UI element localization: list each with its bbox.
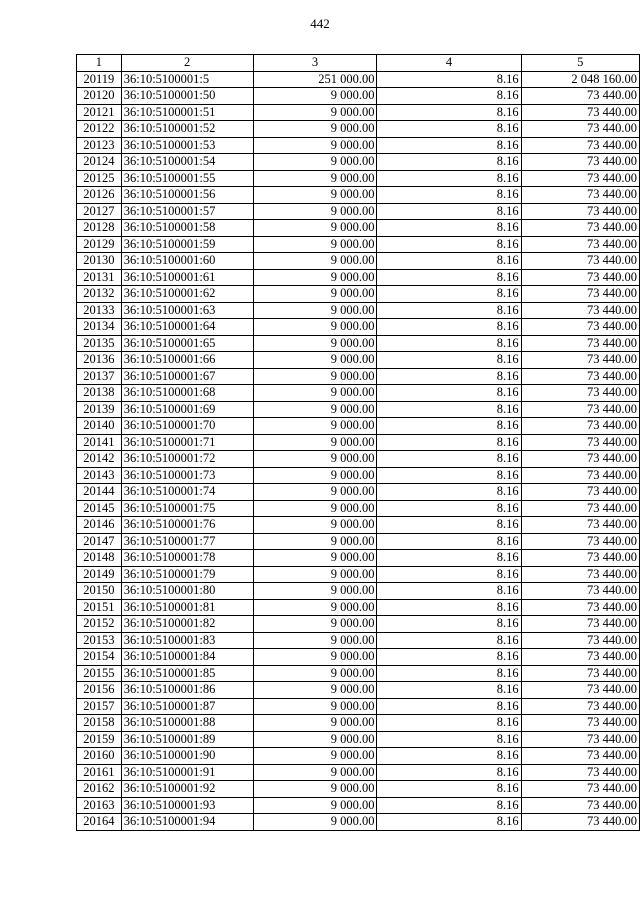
cadastral-number-cell: 36:10:5100001:50 bbox=[121, 88, 253, 105]
row-number-cell: 20119 bbox=[77, 71, 122, 88]
value-cell: 73 440.00 bbox=[521, 385, 639, 402]
row-number-cell: 20132 bbox=[77, 286, 122, 303]
value-cell: 2 048 160.00 bbox=[521, 71, 639, 88]
row-number-cell: 20122 bbox=[77, 121, 122, 138]
row-number-cell: 20139 bbox=[77, 401, 122, 418]
row-number-cell: 20133 bbox=[77, 302, 122, 319]
area-cell: 9 000.00 bbox=[253, 121, 377, 138]
value-cell: 73 440.00 bbox=[521, 137, 639, 154]
row-number-cell: 20148 bbox=[77, 550, 122, 567]
row-number-cell: 20143 bbox=[77, 467, 122, 484]
area-cell: 9 000.00 bbox=[253, 401, 377, 418]
value-cell: 73 440.00 bbox=[521, 253, 639, 270]
area-cell: 9 000.00 bbox=[253, 104, 377, 121]
cadastral-number-cell: 36:10:5100001:53 bbox=[121, 137, 253, 154]
value-cell: 73 440.00 bbox=[521, 814, 639, 831]
column-header-5: 5 bbox=[521, 55, 639, 72]
cadastral-number-cell: 36:10:5100001:52 bbox=[121, 121, 253, 138]
row-number-cell: 20160 bbox=[77, 748, 122, 765]
cadastral-number-cell: 36:10:5100001:84 bbox=[121, 649, 253, 666]
area-cell: 9 000.00 bbox=[253, 203, 377, 220]
area-cell: 9 000.00 bbox=[253, 632, 377, 649]
rate-cell: 8.16 bbox=[377, 715, 521, 732]
value-cell: 73 440.00 bbox=[521, 764, 639, 781]
rate-cell: 8.16 bbox=[377, 385, 521, 402]
cadastral-number-cell: 36:10:5100001:85 bbox=[121, 665, 253, 682]
rate-cell: 8.16 bbox=[377, 517, 521, 534]
rate-cell: 8.16 bbox=[377, 269, 521, 286]
table-row bbox=[77, 236, 640, 253]
cadastral-number-cell: 36:10:5100001:76 bbox=[121, 517, 253, 534]
value-cell: 73 440.00 bbox=[521, 154, 639, 171]
cadastral-number-cell: 36:10:5100001:62 bbox=[121, 286, 253, 303]
value-cell: 73 440.00 bbox=[521, 319, 639, 336]
row-number-cell: 20123 bbox=[77, 137, 122, 154]
value-cell: 73 440.00 bbox=[521, 500, 639, 517]
value-cell: 73 440.00 bbox=[521, 121, 639, 138]
rate-cell: 8.16 bbox=[377, 731, 521, 748]
table-row bbox=[77, 467, 640, 484]
area-cell: 9 000.00 bbox=[253, 319, 377, 336]
area-cell: 9 000.00 bbox=[253, 698, 377, 715]
cadastral-number-cell: 36:10:5100001:88 bbox=[121, 715, 253, 732]
cadastral-number-cell: 36:10:5100001:90 bbox=[121, 748, 253, 765]
row-number-cell: 20163 bbox=[77, 797, 122, 814]
row-number-cell: 20141 bbox=[77, 434, 122, 451]
page-number: 442 bbox=[310, 16, 330, 31]
value-cell: 73 440.00 bbox=[521, 187, 639, 204]
value-cell: 73 440.00 bbox=[521, 88, 639, 105]
cadastral-number-cell: 36:10:5100001:94 bbox=[121, 814, 253, 831]
area-cell: 9 000.00 bbox=[253, 583, 377, 600]
table-row bbox=[77, 88, 640, 105]
rate-cell: 8.16 bbox=[377, 286, 521, 303]
row-number-cell: 20161 bbox=[77, 764, 122, 781]
cadastral-number-cell: 36:10:5100001:61 bbox=[121, 269, 253, 286]
table-row bbox=[77, 814, 640, 831]
cadastral-number-cell: 36:10:5100001:77 bbox=[121, 533, 253, 550]
value-cell: 73 440.00 bbox=[521, 550, 639, 567]
table-row bbox=[77, 203, 640, 220]
rate-cell: 8.16 bbox=[377, 434, 521, 451]
cadastral-number-cell: 36:10:5100001:83 bbox=[121, 632, 253, 649]
row-number-cell: 20157 bbox=[77, 698, 122, 715]
rate-cell: 8.16 bbox=[377, 170, 521, 187]
area-cell: 9 000.00 bbox=[253, 467, 377, 484]
cadastral-number-cell: 36:10:5100001:91 bbox=[121, 764, 253, 781]
table-row bbox=[77, 302, 640, 319]
area-cell: 9 000.00 bbox=[253, 566, 377, 583]
table-row bbox=[77, 401, 640, 418]
cadastral-number-cell: 36:10:5100001:70 bbox=[121, 418, 253, 435]
row-number-cell: 20131 bbox=[77, 269, 122, 286]
value-cell: 73 440.00 bbox=[521, 599, 639, 616]
table-row bbox=[77, 682, 640, 699]
area-cell: 9 000.00 bbox=[253, 797, 377, 814]
cadastral-number-cell: 36:10:5100001:69 bbox=[121, 401, 253, 418]
row-number-cell: 20154 bbox=[77, 649, 122, 666]
table-header bbox=[77, 55, 640, 72]
cadastral-number-cell: 36:10:5100001:93 bbox=[121, 797, 253, 814]
row-number-cell: 20136 bbox=[77, 352, 122, 369]
area-cell: 9 000.00 bbox=[253, 434, 377, 451]
table-row bbox=[77, 352, 640, 369]
rate-cell: 8.16 bbox=[377, 632, 521, 649]
table-row bbox=[77, 764, 640, 781]
table-row bbox=[77, 533, 640, 550]
cadastral-number-cell: 36:10:5100001:74 bbox=[121, 484, 253, 501]
value-cell: 73 440.00 bbox=[521, 748, 639, 765]
row-number-cell: 20146 bbox=[77, 517, 122, 534]
table-row bbox=[77, 71, 640, 88]
rate-cell: 8.16 bbox=[377, 467, 521, 484]
cadastral-number-cell: 36:10:5100001:87 bbox=[121, 698, 253, 715]
row-number-cell: 20144 bbox=[77, 484, 122, 501]
table-row bbox=[77, 517, 640, 534]
area-cell: 9 000.00 bbox=[253, 88, 377, 105]
value-cell: 73 440.00 bbox=[521, 616, 639, 633]
value-cell: 73 440.00 bbox=[521, 632, 639, 649]
rate-cell: 8.16 bbox=[377, 418, 521, 435]
value-cell: 73 440.00 bbox=[521, 467, 639, 484]
rate-cell: 8.16 bbox=[377, 566, 521, 583]
area-cell: 9 000.00 bbox=[253, 517, 377, 534]
cadastral-number-cell: 36:10:5100001:75 bbox=[121, 500, 253, 517]
row-number-cell: 20158 bbox=[77, 715, 122, 732]
row-number-cell: 20134 bbox=[77, 319, 122, 336]
table-row bbox=[77, 269, 640, 286]
rate-cell: 8.16 bbox=[377, 500, 521, 517]
table-row bbox=[77, 583, 640, 600]
cadastral-number-cell: 36:10:5100001:68 bbox=[121, 385, 253, 402]
table-row bbox=[77, 484, 640, 501]
value-cell: 73 440.00 bbox=[521, 566, 639, 583]
rate-cell: 8.16 bbox=[377, 104, 521, 121]
area-cell: 9 000.00 bbox=[253, 286, 377, 303]
table-row bbox=[77, 797, 640, 814]
row-number-cell: 20142 bbox=[77, 451, 122, 468]
area-cell: 9 000.00 bbox=[253, 599, 377, 616]
table-row bbox=[77, 698, 640, 715]
rate-cell: 8.16 bbox=[377, 484, 521, 501]
rate-cell: 8.16 bbox=[377, 599, 521, 616]
cadastral-number-cell: 36:10:5100001:79 bbox=[121, 566, 253, 583]
rate-cell: 8.16 bbox=[377, 220, 521, 237]
rate-cell: 8.16 bbox=[377, 550, 521, 567]
table-row bbox=[77, 253, 640, 270]
area-cell: 9 000.00 bbox=[253, 302, 377, 319]
area-cell: 9 000.00 bbox=[253, 220, 377, 237]
value-cell: 73 440.00 bbox=[521, 665, 639, 682]
table-row bbox=[77, 781, 640, 798]
rate-cell: 8.16 bbox=[377, 121, 521, 138]
table-row bbox=[77, 137, 640, 154]
value-cell: 73 440.00 bbox=[521, 170, 639, 187]
cadastral-number-cell: 36:10:5100001:59 bbox=[121, 236, 253, 253]
table-row bbox=[77, 665, 640, 682]
area-cell: 251 000.00 bbox=[253, 71, 377, 88]
cadastral-number-cell: 36:10:5100001:66 bbox=[121, 352, 253, 369]
table-row bbox=[77, 385, 640, 402]
cadastral-number-cell: 36:10:5100001:92 bbox=[121, 781, 253, 798]
rate-cell: 8.16 bbox=[377, 368, 521, 385]
cadastral-number-cell: 36:10:5100001:51 bbox=[121, 104, 253, 121]
value-cell: 73 440.00 bbox=[521, 269, 639, 286]
cadastral-number-cell: 36:10:5100001:82 bbox=[121, 616, 253, 633]
rate-cell: 8.16 bbox=[377, 451, 521, 468]
value-cell: 73 440.00 bbox=[521, 286, 639, 303]
column-header-3: 3 bbox=[253, 55, 377, 72]
area-cell: 9 000.00 bbox=[253, 731, 377, 748]
rate-cell: 8.16 bbox=[377, 137, 521, 154]
rate-cell: 8.16 bbox=[377, 203, 521, 220]
cadastral-number-cell: 36:10:5100001:60 bbox=[121, 253, 253, 270]
area-cell: 9 000.00 bbox=[253, 550, 377, 567]
rate-cell: 8.16 bbox=[377, 88, 521, 105]
area-cell: 9 000.00 bbox=[253, 682, 377, 699]
row-number-cell: 20125 bbox=[77, 170, 122, 187]
cadastral-number-cell: 36:10:5100001:54 bbox=[121, 154, 253, 171]
area-cell: 9 000.00 bbox=[253, 236, 377, 253]
row-number-cell: 20152 bbox=[77, 616, 122, 633]
table-row bbox=[77, 170, 640, 187]
area-cell: 9 000.00 bbox=[253, 253, 377, 270]
rate-cell: 8.16 bbox=[377, 748, 521, 765]
value-cell: 73 440.00 bbox=[521, 434, 639, 451]
area-cell: 9 000.00 bbox=[253, 781, 377, 798]
rate-cell: 8.16 bbox=[377, 533, 521, 550]
area-cell: 9 000.00 bbox=[253, 649, 377, 666]
area-cell: 9 000.00 bbox=[253, 451, 377, 468]
rate-cell: 8.16 bbox=[377, 698, 521, 715]
rate-cell: 8.16 bbox=[377, 682, 521, 699]
table-row bbox=[77, 715, 640, 732]
rate-cell: 8.16 bbox=[377, 253, 521, 270]
row-number-cell: 20130 bbox=[77, 253, 122, 270]
rate-cell: 8.16 bbox=[377, 335, 521, 352]
row-number-cell: 20155 bbox=[77, 665, 122, 682]
area-cell: 9 000.00 bbox=[253, 385, 377, 402]
table-row bbox=[77, 187, 640, 204]
cadastral-number-cell: 36:10:5100001:65 bbox=[121, 335, 253, 352]
cadastral-number-cell: 36:10:5100001:80 bbox=[121, 583, 253, 600]
cadastral-number-cell: 36:10:5100001:81 bbox=[121, 599, 253, 616]
rate-cell: 8.16 bbox=[377, 352, 521, 369]
area-cell: 9 000.00 bbox=[253, 170, 377, 187]
value-cell: 73 440.00 bbox=[521, 517, 639, 534]
column-header-1: 1 bbox=[77, 55, 122, 72]
rate-cell: 8.16 bbox=[377, 814, 521, 831]
value-cell: 73 440.00 bbox=[521, 715, 639, 732]
rate-cell: 8.16 bbox=[377, 616, 521, 633]
cadastral-number-cell: 36:10:5100001:71 bbox=[121, 434, 253, 451]
rate-cell: 8.16 bbox=[377, 302, 521, 319]
table-row bbox=[77, 286, 640, 303]
value-cell: 73 440.00 bbox=[521, 352, 639, 369]
area-cell: 9 000.00 bbox=[253, 616, 377, 633]
value-cell: 73 440.00 bbox=[521, 682, 639, 699]
table-row bbox=[77, 599, 640, 616]
cadastral-number-cell: 36:10:5100001:64 bbox=[121, 319, 253, 336]
row-number-cell: 20156 bbox=[77, 682, 122, 699]
row-number-cell: 20145 bbox=[77, 500, 122, 517]
value-cell: 73 440.00 bbox=[521, 451, 639, 468]
row-number-cell: 20121 bbox=[77, 104, 122, 121]
area-cell: 9 000.00 bbox=[253, 500, 377, 517]
row-number-cell: 20162 bbox=[77, 781, 122, 798]
row-number-cell: 20153 bbox=[77, 632, 122, 649]
cadastral-number-cell: 36:10:5100001:78 bbox=[121, 550, 253, 567]
row-number-cell: 20129 bbox=[77, 236, 122, 253]
table-row bbox=[77, 748, 640, 765]
area-cell: 9 000.00 bbox=[253, 368, 377, 385]
value-cell: 73 440.00 bbox=[521, 236, 639, 253]
table-row bbox=[77, 616, 640, 633]
area-cell: 9 000.00 bbox=[253, 154, 377, 171]
value-cell: 73 440.00 bbox=[521, 418, 639, 435]
rate-cell: 8.16 bbox=[377, 797, 521, 814]
area-cell: 9 000.00 bbox=[253, 269, 377, 286]
table-body bbox=[77, 71, 640, 830]
row-number-cell: 20135 bbox=[77, 335, 122, 352]
table-row bbox=[77, 418, 640, 435]
rate-cell: 8.16 bbox=[377, 401, 521, 418]
area-cell: 9 000.00 bbox=[253, 484, 377, 501]
area-cell: 9 000.00 bbox=[253, 715, 377, 732]
cadastral-number-cell: 36:10:5100001:5 bbox=[121, 71, 253, 88]
cadastral-number-cell: 36:10:5100001:89 bbox=[121, 731, 253, 748]
rate-cell: 8.16 bbox=[377, 236, 521, 253]
table-row bbox=[77, 154, 640, 171]
rate-cell: 8.16 bbox=[377, 665, 521, 682]
cadastral-number-cell: 36:10:5100001:57 bbox=[121, 203, 253, 220]
cadastral-number-cell: 36:10:5100001:73 bbox=[121, 467, 253, 484]
area-cell: 9 000.00 bbox=[253, 137, 377, 154]
value-cell: 73 440.00 bbox=[521, 583, 639, 600]
cadastral-number-cell: 36:10:5100001:63 bbox=[121, 302, 253, 319]
row-number-cell: 20159 bbox=[77, 731, 122, 748]
data-table-container bbox=[76, 54, 640, 831]
value-cell: 73 440.00 bbox=[521, 781, 639, 798]
row-number-cell: 20151 bbox=[77, 599, 122, 616]
row-number-cell: 20138 bbox=[77, 385, 122, 402]
row-number-cell: 20149 bbox=[77, 566, 122, 583]
rate-cell: 8.16 bbox=[377, 781, 521, 798]
value-cell: 73 440.00 bbox=[521, 401, 639, 418]
header-row bbox=[77, 55, 640, 72]
rate-cell: 8.16 bbox=[377, 764, 521, 781]
table-row bbox=[77, 121, 640, 138]
table-row bbox=[77, 649, 640, 666]
cadastral-number-cell: 36:10:5100001:58 bbox=[121, 220, 253, 237]
area-cell: 9 000.00 bbox=[253, 533, 377, 550]
row-number-cell: 20164 bbox=[77, 814, 122, 831]
value-cell: 73 440.00 bbox=[521, 302, 639, 319]
table-row bbox=[77, 434, 640, 451]
area-cell: 9 000.00 bbox=[253, 187, 377, 204]
table-row bbox=[77, 566, 640, 583]
row-number-cell: 20120 bbox=[77, 88, 122, 105]
cadastral-number-cell: 36:10:5100001:55 bbox=[121, 170, 253, 187]
table-row bbox=[77, 335, 640, 352]
table-row bbox=[77, 368, 640, 385]
row-number-cell: 20137 bbox=[77, 368, 122, 385]
area-cell: 9 000.00 bbox=[253, 418, 377, 435]
row-number-cell: 20124 bbox=[77, 154, 122, 171]
column-header-2: 2 bbox=[121, 55, 253, 72]
table-row bbox=[77, 451, 640, 468]
row-number-cell: 20126 bbox=[77, 187, 122, 204]
value-cell: 73 440.00 bbox=[521, 698, 639, 715]
area-cell: 9 000.00 bbox=[253, 665, 377, 682]
table-row bbox=[77, 550, 640, 567]
table-row bbox=[77, 104, 640, 121]
rate-cell: 8.16 bbox=[377, 649, 521, 666]
rate-cell: 8.16 bbox=[377, 583, 521, 600]
cadastral-number-cell: 36:10:5100001:86 bbox=[121, 682, 253, 699]
cadastral-number-cell: 36:10:5100001:67 bbox=[121, 368, 253, 385]
table-row bbox=[77, 731, 640, 748]
value-cell: 73 440.00 bbox=[521, 484, 639, 501]
value-cell: 73 440.00 bbox=[521, 797, 639, 814]
value-cell: 73 440.00 bbox=[521, 104, 639, 121]
area-cell: 9 000.00 bbox=[253, 352, 377, 369]
table-row bbox=[77, 632, 640, 649]
data-table bbox=[76, 54, 640, 831]
value-cell: 73 440.00 bbox=[521, 649, 639, 666]
table-row bbox=[77, 319, 640, 336]
cadastral-number-cell: 36:10:5100001:72 bbox=[121, 451, 253, 468]
area-cell: 9 000.00 bbox=[253, 748, 377, 765]
table-row bbox=[77, 220, 640, 237]
rate-cell: 8.16 bbox=[377, 187, 521, 204]
row-number-cell: 20127 bbox=[77, 203, 122, 220]
column-header-4: 4 bbox=[377, 55, 521, 72]
value-cell: 73 440.00 bbox=[521, 533, 639, 550]
row-number-cell: 20128 bbox=[77, 220, 122, 237]
table-row bbox=[77, 500, 640, 517]
area-cell: 9 000.00 bbox=[253, 335, 377, 352]
area-cell: 9 000.00 bbox=[253, 764, 377, 781]
value-cell: 73 440.00 bbox=[521, 368, 639, 385]
value-cell: 73 440.00 bbox=[521, 335, 639, 352]
row-number-cell: 20150 bbox=[77, 583, 122, 600]
area-cell: 9 000.00 bbox=[253, 814, 377, 831]
row-number-cell: 20147 bbox=[77, 533, 122, 550]
cadastral-number-cell: 36:10:5100001:56 bbox=[121, 187, 253, 204]
rate-cell: 8.16 bbox=[377, 71, 521, 88]
rate-cell: 8.16 bbox=[377, 319, 521, 336]
row-number-cell: 20140 bbox=[77, 418, 122, 435]
value-cell: 73 440.00 bbox=[521, 220, 639, 237]
value-cell: 73 440.00 bbox=[521, 731, 639, 748]
rate-cell: 8.16 bbox=[377, 154, 521, 171]
value-cell: 73 440.00 bbox=[521, 203, 639, 220]
